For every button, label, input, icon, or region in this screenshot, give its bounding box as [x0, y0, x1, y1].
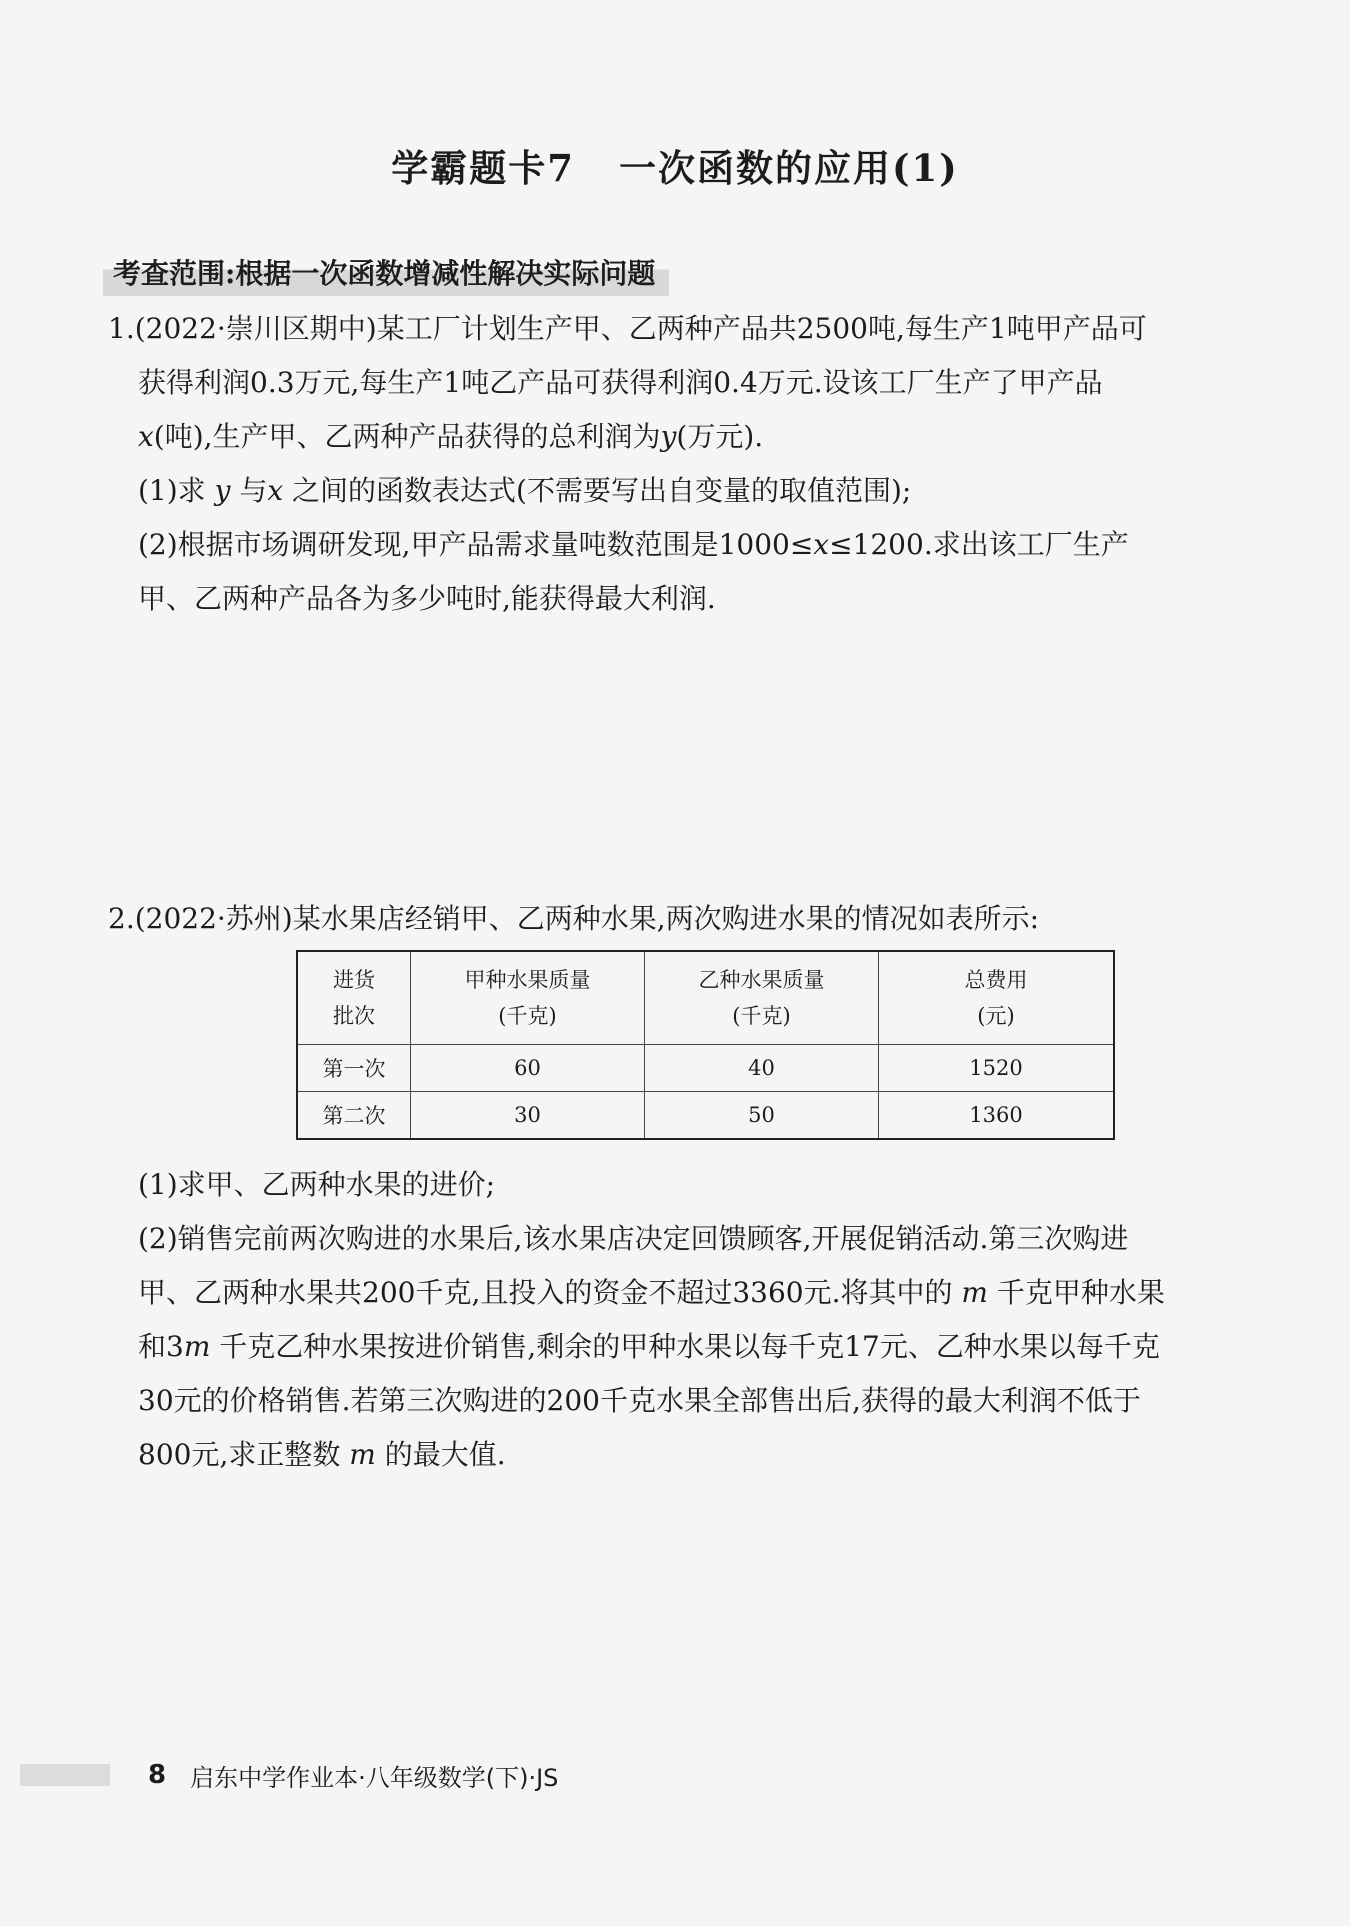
- purchase-table: [296, 950, 1115, 1140]
- q1-text: ≤1200.求出该工厂生产: [829, 528, 1129, 561]
- q2-var-m: m: [183, 1330, 211, 1363]
- header-text: 总费用: [964, 968, 1028, 992]
- q2-intro: 2.(2022·苏州)某水果店经销甲、乙两种水果,两次购进水果的情况如表所示:: [108, 902, 1040, 935]
- table-cell: 60: [411, 1045, 645, 1092]
- q1-text: (吨),生产甲、乙两种产品获得的总利润为: [153, 420, 661, 453]
- header-text: (千克): [732, 1004, 791, 1028]
- q2-var-m: m: [349, 1438, 376, 1471]
- q2-subq-2-line-1: (2)销售完前两次购进的水果后,该水果店决定回馈顾客,开展促销活动.第三次购进: [138, 1222, 1129, 1255]
- q1-line-3: [108, 410, 1288, 464]
- q1-text: (2)根据市场调研发现,甲产品需求量吨数范围是1000≤: [138, 528, 814, 561]
- q1-line-2: 获得利润0.3万元,每生产1吨乙产品可获得利润0.4万元.设该工厂生产了甲产品: [138, 366, 1103, 399]
- q1-subq-2: [108, 518, 1288, 572]
- header-text: (元): [977, 1004, 1015, 1028]
- page-number: 8: [148, 1760, 167, 1790]
- q2-text: 和3: [138, 1330, 184, 1363]
- q2-text: 千克甲种水果: [996, 1276, 1165, 1309]
- page-title: [0, 138, 1350, 192]
- table-header-cell: [645, 951, 879, 1045]
- table-cell: 第一次: [297, 1045, 411, 1092]
- q1-subq-1: [108, 464, 1288, 518]
- q1-subq-2-cont: 甲、乙两种产品各为多少吨时,能获得最大利润.: [138, 582, 716, 615]
- header-text: 甲种水果质量: [464, 968, 591, 992]
- table-cell: 第二次: [297, 1092, 411, 1140]
- q2-text: 的最大值.: [384, 1438, 506, 1471]
- book-title: 启东中学作业本·八年级数学(下)·JS: [190, 1763, 559, 1792]
- footer-shade: [20, 1764, 110, 1786]
- q1-text: (万元).: [676, 420, 764, 453]
- title-topic: 一次函数的应用(1): [618, 146, 959, 190]
- title-card-number: 学霸题卡7: [391, 146, 575, 190]
- scope-banner: 考查范围:根据一次函数增减性解决实际问题: [103, 248, 669, 296]
- table-header-row: [297, 951, 1114, 1045]
- question-1: [108, 302, 1288, 626]
- table-header-cell: [297, 951, 411, 1045]
- table-cell: 1520: [879, 1045, 1115, 1092]
- q1-var-y: y: [660, 420, 677, 453]
- table-cell: 40: [645, 1045, 879, 1092]
- q1-text: (1)求: [138, 474, 206, 507]
- table-row: [297, 1092, 1114, 1140]
- q2-var-m: m: [961, 1276, 988, 1309]
- table-header-cell: [879, 951, 1115, 1045]
- table-row: [297, 1045, 1114, 1092]
- q1-text: 与: [239, 474, 268, 507]
- table-cell: 50: [645, 1092, 879, 1140]
- q2-subq-2-line-4: 30元的价格销售.若第三次购进的200千克水果全部售出后,获得的最大利润不低于: [138, 1384, 1141, 1417]
- table-cell: 30: [411, 1092, 645, 1140]
- q2-text: 甲、乙两种水果共200千克,且投入的资金不超过3360元.将其中的: [138, 1276, 953, 1309]
- q1-var-x: x: [813, 528, 830, 561]
- q1-var-x: x: [267, 474, 284, 507]
- q1-var-y: y: [214, 474, 231, 507]
- q1-line-1: 1.(2022·崇川区期中)某工厂计划生产甲、乙两种产品共2500吨,每生产1吨甲产品可: [108, 312, 1147, 345]
- q1-var-x: x: [138, 420, 154, 453]
- q2-subq-2-line-2: [108, 1266, 1288, 1320]
- q2-text: 千克乙种水果按进价销售,剩余的甲种水果以每千克17元、乙种水果以每千克: [219, 1330, 1160, 1363]
- q1-text: 之间的函数表达式(不需要写出自变量的取值范围);: [292, 474, 912, 507]
- q2-subq-1: (1)求甲、乙两种水果的进价;: [138, 1168, 496, 1201]
- header-text: 乙种水果质量: [698, 968, 825, 992]
- q2-text: 800元,求正整数: [138, 1438, 341, 1471]
- question-2-subquestions: [108, 1158, 1288, 1482]
- table-cell: 1360: [879, 1092, 1115, 1140]
- q2-subq-2-line-3: [108, 1320, 1288, 1374]
- q2-subq-2-line-5: [108, 1428, 1288, 1482]
- table-header-cell: [411, 951, 645, 1045]
- header-text: (千克): [498, 1004, 557, 1028]
- question-2: [108, 892, 1288, 946]
- header-text: 进货: [333, 968, 375, 992]
- header-text: 批次: [333, 1004, 375, 1028]
- page-footer: [20, 1755, 558, 1795]
